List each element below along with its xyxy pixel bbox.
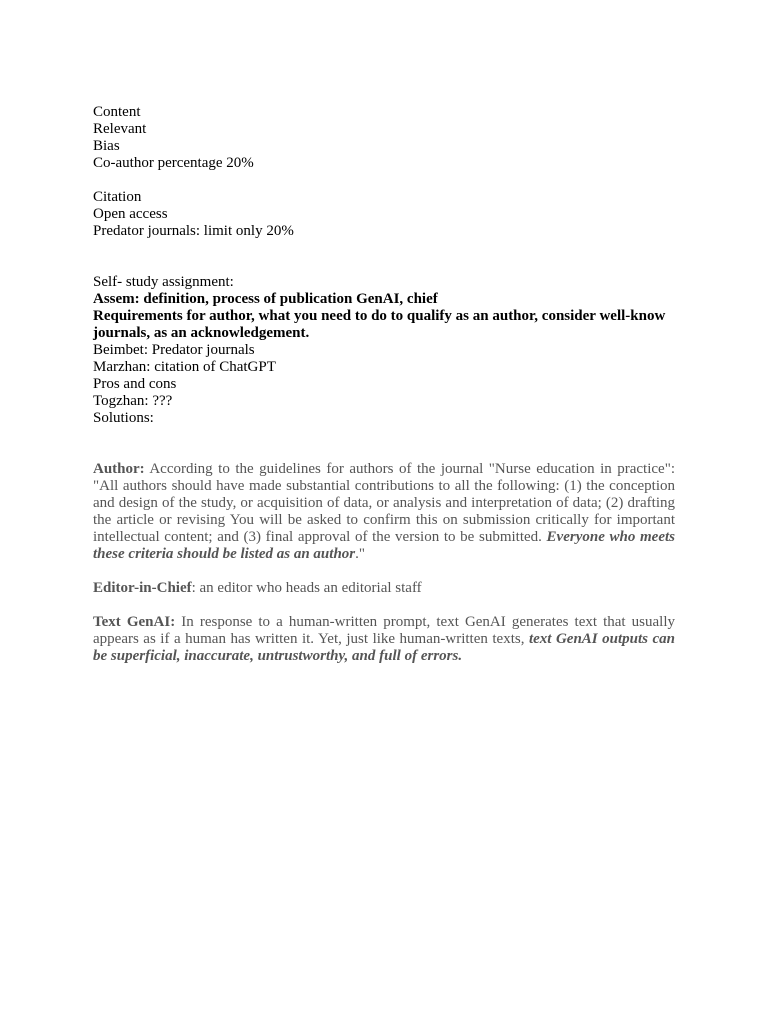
spacer	[93, 597, 675, 614]
spacer	[93, 563, 675, 580]
author-definition	[93, 461, 675, 563]
note-coauthor-percentage: Co-author percentage 20%	[93, 155, 254, 171]
assignment-assem: Assem: definition, process of publication GenAI, chief	[93, 291, 438, 307]
assignment-heading: Self- study assignment:	[93, 274, 234, 290]
editor-term: Editor-in-Chief	[93, 580, 192, 596]
author-text: According to the guidelines for authors of the journal "Nurse education in practice": "All authors should have made substantial contributions to all the following: (1) the conception and design of the study, or acquisition of data, or analysis and interpretation of data; (2) drafting the article or revising You will be asked to confirm this on submission critically for important intellectual content; and (3) final approval of the version to be submitted.	[93, 461, 675, 545]
genai-emphasis: text GenAI outputs can be superficial, inaccurate, untrustworthy, and full of errors.	[93, 631, 676, 664]
note-predator-journals: Predator journals: limit only 20%	[93, 223, 294, 239]
genai-definition	[93, 614, 675, 665]
author-term: Author:	[93, 461, 145, 477]
note-relevant: Relevant	[93, 121, 147, 137]
note-content: Content	[93, 104, 141, 120]
assignment-togzhan: Togzhan: ???	[93, 393, 173, 409]
assignment-beimbet: Beimbet: Predator journals	[93, 342, 255, 358]
note-citation: Citation	[93, 189, 142, 205]
spacer	[93, 427, 675, 461]
note-open-access: Open access	[93, 206, 168, 222]
genai-text: In response to a human-written prompt, text GenAI generates text that usually appears as if a human has written it. Yet, just like human-written texts,	[93, 614, 675, 647]
author-emphasis: Everyone who meets these criteria should be listed as an author	[93, 529, 675, 562]
spacer	[93, 172, 675, 189]
editor-definition	[93, 580, 675, 597]
assignment-pros-cons: Pros and cons	[93, 376, 177, 392]
editor-text: : an editor who heads an editorial staff	[191, 580, 422, 596]
spacer	[93, 240, 675, 274]
assignment-solutions: Solutions:	[93, 410, 154, 426]
author-tail: ."	[355, 546, 365, 562]
assignment-requirements: Requirements for author, what you need to do to qualify as an author, consider well-know journals, as an acknowledgement.	[93, 308, 666, 341]
assignment-marzhan: Marzhan: citation of ChatGPT	[93, 359, 276, 375]
document-page	[93, 104, 675, 665]
genai-term: Text GenAI:	[93, 614, 176, 630]
note-bias: Bias	[93, 138, 120, 154]
